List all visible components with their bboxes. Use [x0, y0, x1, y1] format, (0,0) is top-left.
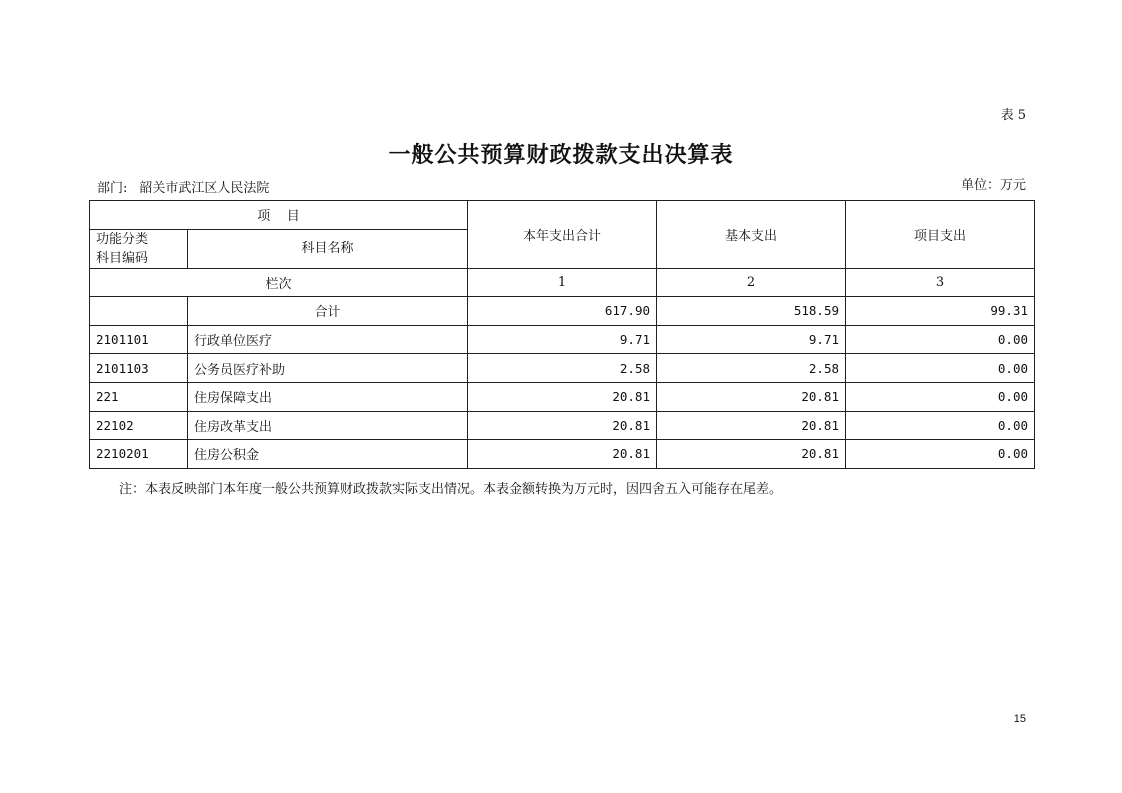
row-total: 20.81	[468, 411, 657, 440]
sum-row	[90, 297, 1035, 326]
header-row-1	[90, 201, 1035, 230]
sum-label: 合计	[188, 297, 468, 326]
row-name: 公务员医疗补助	[188, 354, 468, 383]
page-title: 一般公共预算财政拨款支出决算表	[388, 142, 734, 168]
index-3: 3	[846, 268, 1035, 297]
table-row	[90, 382, 1035, 411]
table-number: 表 5	[1000, 108, 1026, 123]
table-row	[90, 440, 1035, 469]
row-total: 9.71	[468, 325, 657, 354]
row-code: 22102	[90, 411, 188, 440]
index-2: 2	[657, 268, 846, 297]
header-code-line2: 科目编码	[96, 250, 149, 266]
page-number: 15	[1013, 713, 1026, 725]
header-item	[90, 201, 468, 230]
row-code: 2101101	[90, 325, 188, 354]
sum-total: 617.90	[468, 297, 657, 326]
row-basic: 2.58	[657, 354, 846, 383]
sum-project: 99.31	[846, 297, 1035, 326]
table-row	[90, 325, 1035, 354]
header-name: 科目名称	[188, 229, 468, 268]
row-project: 0.00	[846, 440, 1035, 469]
row-code: 221	[90, 382, 188, 411]
row-total: 20.81	[468, 382, 657, 411]
table-row	[90, 411, 1035, 440]
row-total: 2.58	[468, 354, 657, 383]
department-label: 部门:	[97, 181, 128, 196]
index-row	[90, 268, 1035, 297]
department-line	[97, 177, 269, 196]
unit-label: 单位：万元	[960, 178, 1026, 193]
row-project: 0.00	[846, 325, 1035, 354]
header-total: 本年支出合计	[468, 201, 657, 269]
expenditure-table	[89, 200, 1035, 469]
row-project: 0.00	[846, 411, 1035, 440]
row-project: 0.00	[846, 354, 1035, 383]
index-1: 1	[468, 268, 657, 297]
header-code-line1: 功能分类	[96, 231, 149, 247]
header-project: 项目支出	[846, 201, 1035, 269]
row-code: 2210201	[90, 440, 188, 469]
row-total: 20.81	[468, 440, 657, 469]
row-basic: 20.81	[657, 382, 846, 411]
row-name: 住房改革支出	[188, 411, 468, 440]
row-name: 行政单位医疗	[188, 325, 468, 354]
department-value: 韶关市武江区人民法院	[139, 181, 270, 196]
header-code	[90, 229, 188, 268]
row-project: 0.00	[846, 382, 1035, 411]
header-basic: 基本支出	[657, 201, 846, 269]
sum-basic: 518.59	[657, 297, 846, 326]
sum-code	[90, 297, 188, 326]
index-label: 栏次	[90, 268, 468, 297]
row-basic: 20.81	[657, 440, 846, 469]
row-code: 2101103	[90, 354, 188, 383]
row-name: 住房公积金	[188, 440, 468, 469]
table-row	[90, 354, 1035, 383]
table-note: 注：本表反映部门本年度一般公共预算财政拨款实际支出情况。本表金额转换为万元时，因四舍五入可能存在尾差。	[119, 482, 783, 497]
header-item-label: 项 目	[257, 209, 300, 225]
row-basic: 9.71	[657, 325, 846, 354]
row-basic: 20.81	[657, 411, 846, 440]
row-name: 住房保障支出	[188, 382, 468, 411]
